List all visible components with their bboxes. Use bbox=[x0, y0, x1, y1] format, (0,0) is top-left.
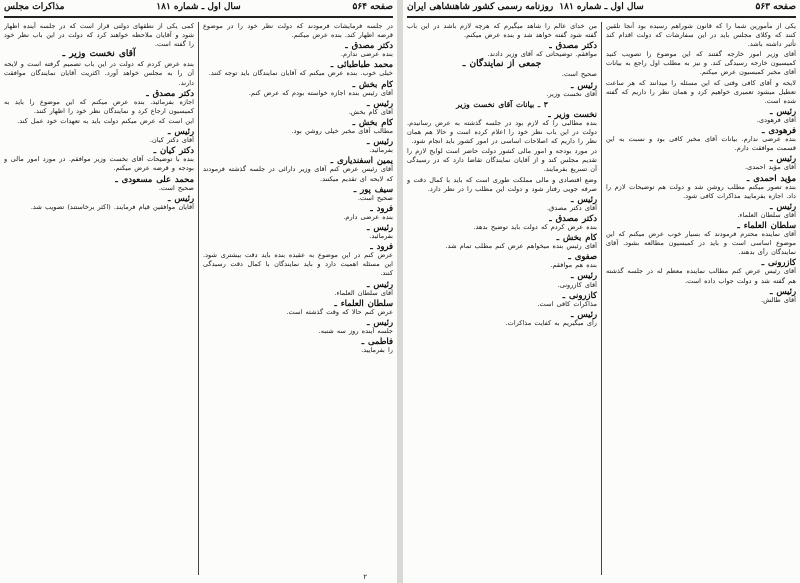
paragraph: من خدای عالم را شاهد میگیرم که هرچه لازم باشد در این باب گفته شود گفته خواهد شد و بنده عرض میکنم. bbox=[407, 22, 597, 40]
paragraph: بنده با توضیحات آقای نخست وزیر موافقم. در مورد امور مالی و بودجه و قرضه عرض میکنم. bbox=[4, 155, 194, 173]
paragraph: آقای دکتر کیان. bbox=[149, 136, 194, 145]
speaker-label: کام بخش ـ bbox=[352, 78, 393, 89]
paragraph: در مورد بودجه و امور مالی کشور دولت حاضر است لوایح لازم را تقدیم مجلس کند و از آقایان نمایندگان تقاضا دارد که در رسیدگی آن تسریع بفرمایند. bbox=[407, 147, 597, 174]
speaker-label: رئیس ـ bbox=[770, 153, 796, 164]
page-number: صفحه ۵۶۴ bbox=[352, 2, 393, 12]
paragraph: یکی از مأمورین شما را که قانون شوراهم رسیده بود آنجا تلقین کنند که وکلای مجلس باید در این سفارشات که دولت اقدام کند تأثیر داشته باشد. bbox=[606, 22, 796, 49]
left-page-column-right bbox=[203, 22, 393, 575]
speaker-label: رئیس ـ bbox=[367, 97, 393, 108]
section-heading: جمعی از نمایندگان ـ bbox=[462, 59, 542, 70]
paragraph: خیلی خوب. بنده عرض میکنم که آقایان نمایندگان باید توجه کنند. bbox=[208, 69, 393, 78]
paragraph: آقای مؤید احمدی. bbox=[744, 163, 796, 172]
right-page-header bbox=[407, 2, 796, 18]
paragraph: این است که عرض میکنم دولت باید به تعهدات خود عمل کند. bbox=[17, 116, 194, 125]
speaker-label: رئیس ـ bbox=[770, 285, 796, 296]
paragraph: عرض کنم حالا که وقت گذشته است. bbox=[286, 307, 393, 316]
column-divider bbox=[198, 22, 199, 575]
paragraph: بنده هم موافقم. bbox=[550, 261, 597, 270]
speaker-label: دکتر مصدق ـ bbox=[549, 40, 597, 51]
gazette-title: مذاکرات مجلس bbox=[4, 2, 65, 12]
paragraph: آقای نماینده محترم فرمودند که بسیار خوب عرض میکنم که این موضوع اساسی است و باید در کمیسیون مطالعه بشود. آقای نمایندگان رأی بدهند. bbox=[606, 230, 796, 257]
speaker-label: رئیس ـ bbox=[571, 308, 597, 319]
speaker-label: دکتر کیان ـ bbox=[153, 145, 194, 156]
speaker-label: فرود ـ bbox=[370, 202, 393, 213]
speaker-label: رئیس ـ bbox=[770, 200, 796, 211]
column-divider bbox=[601, 22, 602, 575]
speaker-label: مؤید احمدی ـ bbox=[746, 172, 796, 183]
paragraph: موافقم. توضیحاتی که آقای وزیر دادند. bbox=[487, 50, 597, 59]
speaker-label: کام بخش ـ bbox=[352, 116, 393, 127]
paragraph: لایحه و آقای کافی وقتی که این مسئله را میدانند که هر ساعت تعطیل میشود تعمیری خواهیم کرد و همان نظر را داریم که گفته شده است. bbox=[606, 78, 796, 105]
issue-title: سال اول ـ شماره ۱۸۱ bbox=[559, 2, 644, 12]
gazette-title: روزنامه رسمی کشور شاهنشاهی ایران bbox=[407, 2, 554, 12]
speaker-label: محمد طباطبائی ـ bbox=[330, 59, 393, 70]
speaker-label: رئیس ـ bbox=[367, 278, 393, 289]
speaker-label: رئیس ـ bbox=[367, 221, 393, 232]
speaker-label: کام بخش ـ bbox=[556, 232, 597, 243]
paragraph: صحیح است. bbox=[158, 183, 194, 192]
right-page-column-left bbox=[407, 22, 597, 575]
left-page-column-left bbox=[4, 22, 194, 575]
paragraph: اجازه بفرمائید. بنده عرض میکنم که این موضوع را باید به کمیسیون ارجاع کرد و نمایندگان نظر خود را اظهار کنند. bbox=[4, 97, 194, 115]
paragraph: آقای رئیس بنده میخواهم عرض کنم مطلب تمام شد. bbox=[445, 242, 597, 251]
paragraph: آقای رئیس عرض کنم مطالب نماینده معظم له در جلسه گذشته هم گفته شد و دولت جواب داده است. bbox=[606, 267, 796, 285]
paragraph: مذاکرات کافی است. bbox=[537, 299, 597, 308]
paragraph: را بفرمایید. bbox=[361, 346, 393, 355]
speaker-label: فرهودی ـ bbox=[761, 125, 796, 136]
paragraph: آقای فرهودی. bbox=[756, 115, 796, 124]
speaker-label: یمین اسفندیاری ـ bbox=[330, 155, 393, 166]
paragraph: آقای کازرونی. bbox=[557, 280, 597, 289]
speaker-label: کازرونی ـ bbox=[562, 289, 597, 300]
speaker-label: رئیس ـ bbox=[770, 105, 796, 116]
paragraph: مطالب آقای مخبر خیلی روشن بود. bbox=[291, 127, 393, 136]
left-page-header bbox=[4, 2, 393, 18]
speaker-label: رئیس ـ bbox=[168, 126, 194, 137]
paragraph: بنده عرضی ندارم. bbox=[340, 50, 393, 59]
speaker-label: صفوی ـ bbox=[568, 251, 597, 262]
right-page bbox=[403, 0, 800, 583]
paragraph: بنده عرضی ندارم. بیانات آقای مخبر کافی بود و نسبت به این قسمت موافقت دارم. bbox=[606, 135, 796, 153]
paragraph: بنده عرضی دارم. bbox=[343, 212, 393, 221]
speaker-label: رئیس ـ bbox=[168, 192, 194, 203]
page-footer: ۲ bbox=[363, 573, 367, 581]
paragraph: آقای وزیر امور خارجه گفتند که این موضوع را تصویب کنید کمیسیون خارجه رسیدگی کند. و نیز به مطلب اول راجع به بیانات آقای مخبر کمیسیون عرض میکنم. bbox=[606, 50, 796, 77]
paragraph: بنده تصور میکنم مطلب روشن شد و دولت هم توضیحات لازم را داد. اجازه بفرمایید مذاکرات کافی شود. bbox=[606, 182, 796, 200]
issue-title: سال اول ـ شماره ۱۸۱ bbox=[156, 2, 241, 12]
speaker-label: سلطان العلماء ـ bbox=[737, 219, 796, 230]
left-page bbox=[0, 0, 397, 583]
speaker-label: رئیس ـ bbox=[571, 270, 597, 281]
paragraph: بفرمائید. bbox=[369, 146, 393, 155]
speaker-label: دکتر مصدق ـ bbox=[146, 87, 194, 98]
paragraph: صحیح است. bbox=[561, 70, 597, 79]
speaker-label: رئیس ـ bbox=[367, 316, 393, 327]
speaker-label: کازرونی ـ bbox=[761, 257, 796, 268]
paragraph: آقای رئیس عرض کنم آقای وزیر دارائی در جلسه گذشته فرمودند که لایحه ای تقدیم میکنند. bbox=[203, 165, 393, 183]
speaker-label: فاطمی ـ bbox=[361, 336, 393, 347]
paragraph: آقای سلطان العلماء. bbox=[737, 210, 796, 219]
paragraph: کمی یکی از نطقهای دولتی قرار است که در جلسه آینده اظهار شود و آقایان ملاحظه خواهند کرد که دولت در این باب نظر خود را گفته است. bbox=[4, 22, 194, 49]
speaker-label: نخست وزیر ـ bbox=[548, 108, 597, 119]
paragraph: رأی میگیریم به کفایت مذاکرات. bbox=[505, 318, 597, 327]
section-heading: ۳ ـ بیانات آقای نخست وزیر bbox=[456, 99, 548, 109]
speaker-label: سلطان العلماء ـ bbox=[334, 297, 393, 308]
paragraph: آقای دکتر مصدق. bbox=[547, 203, 597, 212]
paragraph: بنده عرض کردم که دولت باید توضیح بدهد. bbox=[473, 222, 597, 231]
paragraph: عرض کنم در این موضوع به عقیده بنده باید دقت بیشتری شود. این مسئله اهمیت دارد و باید نمایندگان با کمال دقت رسیدگی کنند. bbox=[203, 251, 393, 278]
paragraph: آقای طالش. bbox=[760, 295, 796, 304]
paragraph: بفرمائید. bbox=[369, 232, 393, 241]
right-page-column-right bbox=[606, 22, 796, 575]
paragraph: آقای کام بخش. bbox=[348, 107, 393, 116]
speaker-label: رئیس ـ bbox=[571, 79, 597, 90]
page-number: صفحه ۵۶۳ bbox=[755, 2, 796, 12]
paragraph: آقای نخست وزیر. bbox=[546, 89, 597, 98]
speaker-label: دکتر مصدق ـ bbox=[549, 212, 597, 223]
speaker-label: رئیس ـ bbox=[367, 136, 393, 147]
speaker-label: محمد علی مسعودی ـ bbox=[115, 173, 194, 184]
paragraph: صحیح است. bbox=[357, 193, 393, 202]
speaker-label: سیف پور ـ bbox=[353, 183, 393, 194]
section-heading: آقای نخست وزیر ـ bbox=[62, 49, 136, 60]
speaker-label: دکتر مصدق ـ bbox=[345, 40, 393, 51]
speaker-label: رئیس ـ bbox=[571, 193, 597, 204]
paragraph: آقای سلطان العلماء. bbox=[334, 288, 393, 297]
paragraph: وضع اقتصادی و مالی مملکت طوری است که باید با کمال دقت و صرفه جویی رفتار شود و دولت این مطلب را در نظر دارد. bbox=[407, 175, 597, 193]
paragraph: آقایان موافقین قیام فرمایند. (اکثر برخاستند) تصویب شد. bbox=[30, 202, 194, 211]
paragraph: در جلسه فرمایشات فرمودند که دولت نظر خود را در موضوع قرضه اظهار کند. بنده عرض میکنم. bbox=[203, 22, 393, 40]
paragraph: جلسه آینده روز سه شنبه. bbox=[318, 327, 393, 335]
paragraph: بنده عرض کردم که دولت در این باب تصمیم گرفته است و لایحه آن را به مجلس خواهد آورد. اکثریت آقایان نمایندگان موافقت دارند. bbox=[4, 60, 194, 87]
paragraph: بنده مطالبی را که لازم بود در جلسه گذشته به عرض رسانیدم. دولت در این باب نظر خود را اعلام کرده است و حالا هم همان نظر را داریم که اصلاحات اساسی در امور کشور باید انجام شود. bbox=[407, 118, 597, 146]
speaker-label: فرود ـ bbox=[370, 241, 393, 252]
paragraph: آقای رئیس بنده اجازه خواسته بودم که عرض کنم. bbox=[248, 88, 393, 97]
